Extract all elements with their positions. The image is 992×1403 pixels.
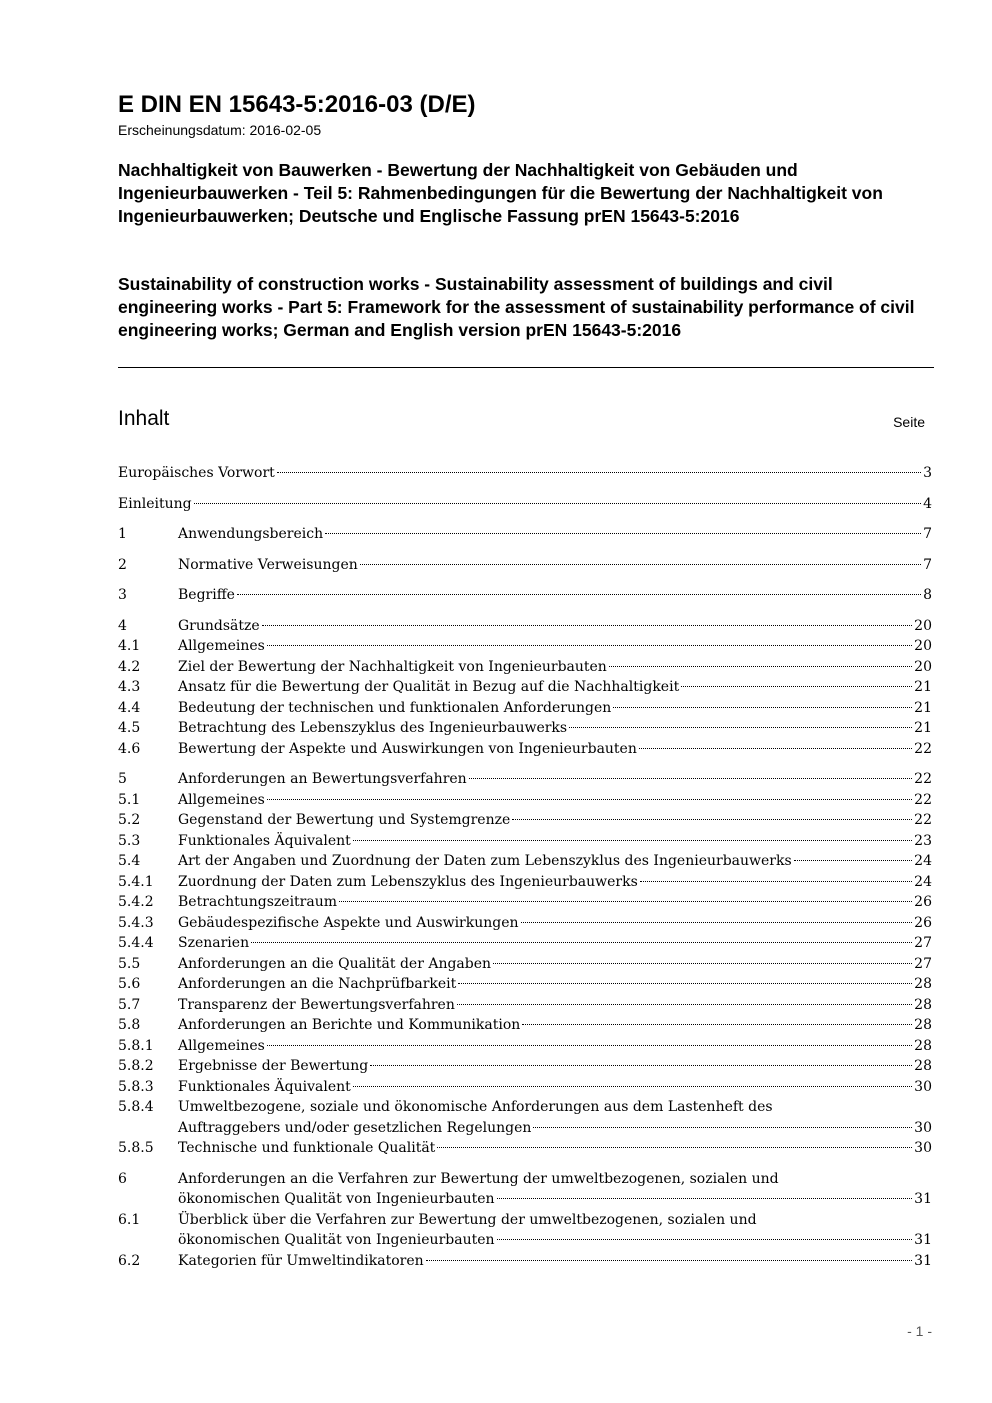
toc-entry-title: Allgemeines: [178, 1037, 265, 1054]
toc-entry-page: 30: [914, 1078, 932, 1095]
toc-entry[interactable]: [118, 790, 932, 811]
toc-entry-title-line: Umweltbezogene, soziale und ökonomische Anforderungen aus dem Lastenheft des: [178, 1099, 773, 1115]
toc-entry-title: Zuordnung der Daten zum Lebenszyklus des Ingenieurbauwerks: [178, 873, 638, 890]
toc-entry-page: 28: [914, 1058, 932, 1074]
toc-dot-leader: [437, 1147, 912, 1148]
toc-entry[interactable]: [118, 1251, 932, 1272]
toc-entry-number: 1: [118, 526, 127, 542]
toc-entry[interactable]: [118, 1169, 932, 1210]
toc-entry[interactable]: [118, 718, 932, 739]
toc-entry-number: 4.4: [118, 699, 141, 716]
toc-entry[interactable]: [118, 995, 932, 1016]
toc-entry[interactable]: [118, 1015, 932, 1036]
toc-entry-page: 28: [914, 976, 932, 992]
toc-entry-number: 2: [118, 556, 127, 573]
toc-dot-leader: [497, 1198, 913, 1199]
toc-entry-page: 27: [914, 935, 932, 951]
toc-dot-leader: [194, 503, 922, 504]
toc-entry[interactable]: [118, 913, 932, 934]
toc-entry-number: 5.6: [118, 976, 141, 992]
toc-entry-number: 5.5: [118, 955, 141, 972]
toc-entry-title: Bewertung der Aspekte und Auswirkungen von Ingenieurbauten: [178, 740, 637, 757]
toc-entry-page: 3: [923, 465, 932, 481]
toc-entry[interactable]: [118, 657, 932, 678]
toc-entry-page: 7: [923, 526, 932, 542]
toc-entry-title: Betrachtung des Lebenszyklus des Ingenieurbauwerks: [178, 720, 568, 736]
toc-entry-number: 5.4.1: [118, 873, 154, 890]
toc-entry[interactable]: [118, 677, 932, 698]
toc-entry[interactable]: [118, 1056, 932, 1077]
toc-entry-number: 5.8.4: [118, 1099, 154, 1115]
title-english: Sustainability of construction works - Sustainability assessment of buildings and civil engineering works - Part 5: Framework for the assessment of sustainability performance of civil engineering works; German and English version prEN 15643-5:2016: [118, 274, 915, 340]
toc-entry-number: 5.4.2: [118, 894, 154, 910]
toc-dot-leader: [521, 922, 913, 923]
toc-entry-number: 6.1: [118, 1211, 141, 1228]
toc-entry-title: Anforderungen an die Nachprüfbarkeit: [178, 976, 457, 992]
toc-entry[interactable]: [118, 616, 932, 637]
toc-dot-leader: [469, 778, 912, 779]
toc-entry-page: 28: [914, 996, 932, 1013]
toc-entry[interactable]: [118, 524, 932, 545]
toc-entry-number: 5.8.2: [118, 1058, 154, 1074]
toc-entry-title: Gegenstand der Bewertung und Systemgrenze: [178, 812, 511, 828]
toc-entry-title: Begriffe: [178, 587, 235, 603]
toc-entry-number: 4.3: [118, 679, 141, 695]
toc-entry[interactable]: [118, 1077, 932, 1098]
toc-entry-number: 5.8: [118, 1017, 141, 1033]
toc-entry[interactable]: [118, 933, 932, 954]
toc-dot-leader: [267, 799, 912, 800]
toc-entry-title: Anforderungen an Bewertungsverfahren: [178, 771, 467, 787]
toc-entry-page: 22: [914, 740, 932, 757]
toc-entry-title: Auftraggebers und/oder gesetzlichen Regelungen: [178, 1119, 532, 1136]
toc-entry-page: 24: [914, 853, 932, 869]
toc-entry[interactable]: [118, 1138, 932, 1159]
toc-entry-page: 31: [914, 1232, 932, 1248]
page-number: - 1 -: [907, 1323, 932, 1339]
toc-entry-number: 5.8.1: [118, 1037, 154, 1054]
toc-dot-leader: [262, 625, 912, 626]
toc-entry-number: 5.8.5: [118, 1140, 154, 1156]
toc-entry-title: ökonomischen Qualität von Ingenieurbauten: [178, 1232, 495, 1248]
toc-dot-leader: [267, 645, 912, 646]
toc-dot-leader: [251, 942, 912, 943]
toc-dot-leader: [609, 666, 912, 667]
toc-dot-leader: [339, 901, 912, 902]
toc-entry[interactable]: [118, 494, 932, 515]
toc-entry-number: 5.3: [118, 832, 141, 849]
toc-entry-page: 20: [914, 617, 932, 634]
toc-entry[interactable]: [118, 872, 932, 893]
toc-entry[interactable]: [118, 974, 932, 995]
toc-entry-title-line: Anforderungen an die Verfahren zur Bewertung der umweltbezogenen, sozialen und: [178, 1170, 779, 1187]
toc-entry[interactable]: [118, 463, 932, 484]
toc-entry-title: Funktionales Äquivalent: [178, 832, 351, 849]
toc-entry-title: Funktionales Äquivalent: [178, 1078, 351, 1095]
toc-entry-page: 21: [914, 679, 932, 695]
toc-dot-leader: [267, 1045, 912, 1046]
toc-dot-leader: [458, 983, 912, 984]
toc-entry-number: 4.6: [118, 740, 141, 757]
toc-entry-page: 26: [914, 914, 932, 931]
toc-entry[interactable]: [118, 739, 932, 760]
publication-date: Erscheinungsdatum: 2016-02-05: [118, 122, 322, 138]
toc-entry-number: 5.8.3: [118, 1078, 154, 1095]
toc-entry-number: 5.4.4: [118, 935, 154, 951]
toc-entry-title: Anforderungen an die Qualität der Angaben: [178, 955, 492, 972]
toc-entry-page: 31: [914, 1252, 932, 1269]
toc-entry-title: Transparenz der Bewertungsverfahren: [178, 996, 455, 1013]
toc-entry-title-line: Überblick über die Verfahren zur Bewertung der umweltbezogenen, sozialen und: [178, 1211, 757, 1228]
toc-dot-leader: [353, 1086, 912, 1087]
toc-entry-page: 20: [914, 638, 932, 654]
toc-entry[interactable]: [118, 1210, 932, 1251]
toc-entry[interactable]: [118, 810, 932, 831]
toc-dot-leader: [512, 819, 912, 820]
toc-entry-page: 27: [914, 955, 932, 972]
toc-entry-number: 4: [118, 617, 127, 634]
toc-entry-number: 5: [118, 771, 127, 787]
toc-dot-leader: [493, 963, 912, 964]
toc-entry-page: 31: [914, 1191, 932, 1207]
toc-dot-leader: [370, 1065, 912, 1066]
toc-page-label: Seite: [893, 414, 925, 430]
toc-entry-title: Grundsätze: [178, 617, 260, 634]
toc-entry-title: Einleitung: [118, 495, 192, 512]
toc-entry[interactable]: [118, 636, 932, 657]
toc-dot-leader: [426, 1260, 913, 1261]
toc-entry[interactable]: [118, 831, 932, 852]
toc-entry-number: 5.7: [118, 996, 141, 1013]
toc-entry-page: 8: [923, 587, 932, 603]
toc-entry-page: 22: [914, 791, 932, 808]
toc-entry[interactable]: [118, 698, 932, 719]
toc-entry-page: 20: [914, 658, 932, 675]
toc-entry-page: 30: [914, 1119, 932, 1136]
toc-entry-title: Art der Angaben und Zuordnung der Daten zum Lebenszyklus des Ingenieurbauwerks: [178, 853, 792, 869]
toc-dot-leader: [681, 686, 912, 687]
toc-entry[interactable]: [118, 892, 932, 913]
toc-entry-page: 26: [914, 894, 932, 910]
title-divider: [118, 367, 934, 368]
toc-entry[interactable]: [118, 585, 932, 606]
toc-entry-page: 28: [914, 1037, 932, 1054]
toc-entry-page: 21: [914, 699, 932, 716]
toc-entry-title: Betrachtungszeitraum: [178, 894, 337, 910]
toc-dot-leader: [360, 564, 921, 565]
toc-dot-leader: [613, 707, 912, 708]
document-title: E DIN EN 15643-5:2016-03 (D/E): [118, 91, 476, 118]
toc-entry-title: Ziel der Bewertung der Nachhaltigkeit von Ingenieurbauten: [178, 658, 607, 675]
toc-entry-page: 7: [923, 556, 932, 573]
toc-entry-title: Anforderungen an Berichte und Kommunikation: [178, 1017, 521, 1033]
toc-entry-title: Szenarien: [178, 935, 250, 951]
toc-dot-leader: [497, 1239, 913, 1240]
toc-entry-number: 5.4.3: [118, 914, 154, 931]
toc-entry-number: 5.2: [118, 812, 141, 828]
toc-dot-leader: [639, 748, 912, 749]
toc-entry[interactable]: [118, 555, 932, 576]
toc-entry-title: ökonomischen Qualität von Ingenieurbauten: [178, 1191, 495, 1207]
toc-entry-title: Allgemeines: [178, 791, 265, 808]
toc-dot-leader: [325, 533, 921, 534]
toc-entry-title: Gebäudespezifische Aspekte und Auswirkungen: [178, 914, 519, 931]
toc-entry-page: 23: [914, 832, 932, 849]
toc-entry-title: Technische und funktionale Qualität: [178, 1140, 436, 1156]
toc-dot-leader: [522, 1024, 912, 1025]
toc-dot-leader: [569, 727, 912, 728]
toc-entry-number: 5.4: [118, 853, 141, 869]
toc-entry-title: Ergebnisse der Bewertung: [178, 1058, 369, 1074]
toc-entry-title: Normative Verweisungen: [178, 556, 358, 573]
toc-entry-page: 4: [923, 495, 932, 512]
toc-entry[interactable]: [118, 954, 932, 975]
toc-entry-number: 5.1: [118, 791, 141, 808]
toc-entry[interactable]: [118, 1097, 932, 1138]
toc-entry-number: 4.2: [118, 658, 141, 675]
toc-entry-page: 24: [914, 873, 932, 890]
toc-entry-title: Ansatz für die Bewertung der Qualität in Bezug auf die Nachhaltigkeit: [178, 679, 680, 695]
toc-entry-title: Bedeutung der technischen und funktionalen Anforderungen: [178, 699, 612, 716]
toc-heading: Inhalt: [118, 407, 170, 430]
toc-entry-title: Europäisches Vorwort: [118, 465, 275, 481]
table-of-contents: [118, 463, 932, 1271]
toc-entry-title: Anwendungsbereich: [178, 526, 324, 542]
toc-entry-page: 28: [914, 1017, 932, 1033]
toc-entry[interactable]: [118, 769, 932, 790]
toc-entry-title: Allgemeines: [178, 638, 265, 654]
toc-entry-number: 4.5: [118, 720, 141, 736]
toc-entry-number: 4.1: [118, 638, 141, 654]
toc-entry-page: 30: [914, 1140, 932, 1156]
title-german: Nachhaltigkeit von Bauwerken - Bewertung der Nachhaltigkeit von Gebäuden und Ingenieurbauwerken - Teil 5: Rahmenbedingungen für die Bewertung der Nachhaltigkeit von Ingenieurbauwerken; Deutsche und Englische Fassung prEN 15643-5:2016: [118, 160, 883, 226]
toc-entry-number: 3: [118, 587, 127, 603]
toc-entry-page: 21: [914, 720, 932, 736]
toc-dot-leader: [277, 472, 921, 473]
toc-entry[interactable]: [118, 851, 932, 872]
toc-dot-leader: [353, 840, 912, 841]
toc-entry-number: 6.2: [118, 1252, 141, 1269]
toc-dot-leader: [640, 881, 912, 882]
toc-entry-page: 22: [914, 771, 932, 787]
toc-dot-leader: [794, 860, 913, 861]
toc-dot-leader: [237, 594, 921, 595]
toc-dot-leader: [533, 1127, 912, 1128]
toc-dot-leader: [457, 1004, 912, 1005]
toc-entry-number: 6: [118, 1170, 127, 1187]
toc-entry-page: 22: [914, 812, 932, 828]
toc-entry[interactable]: [118, 1036, 932, 1057]
toc-entry-title: Kategorien für Umweltindikatoren: [178, 1252, 424, 1269]
